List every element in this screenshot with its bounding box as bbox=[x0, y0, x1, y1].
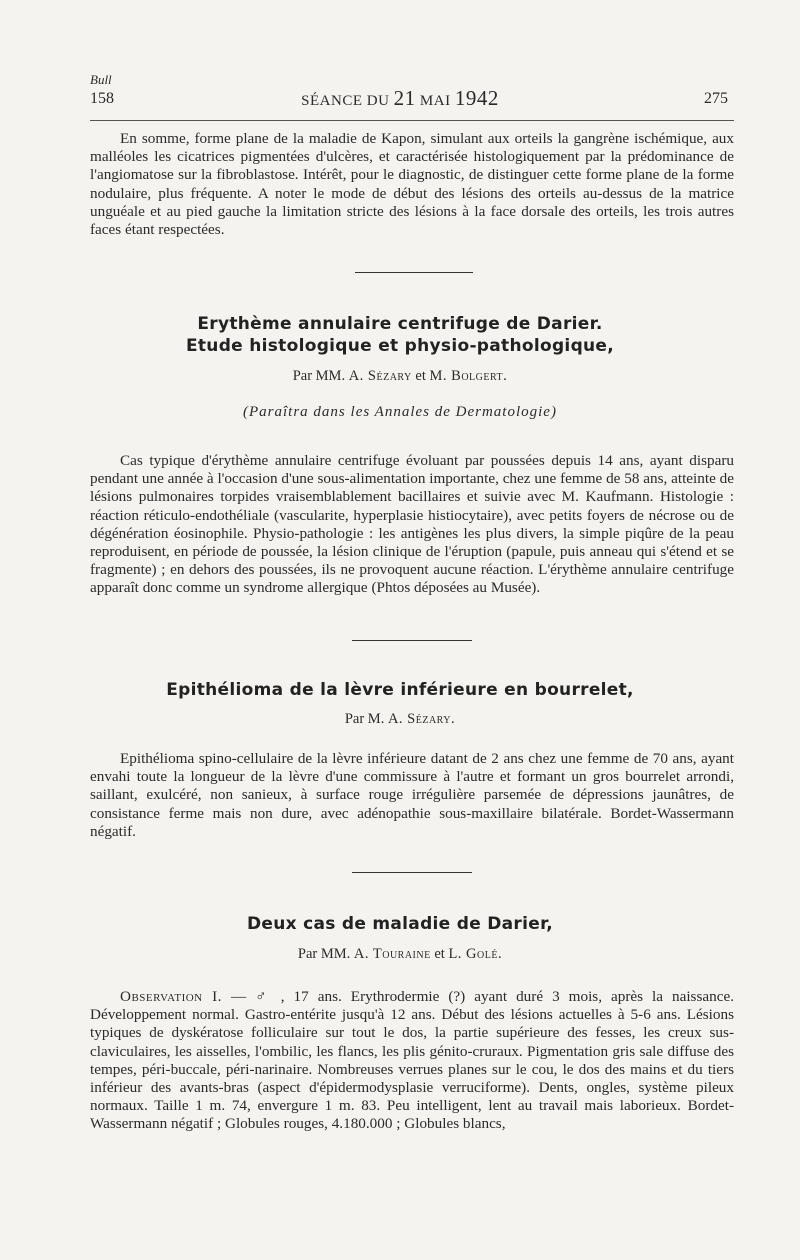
author-name: A. Sézary bbox=[348, 368, 412, 384]
section-divider bbox=[352, 872, 472, 873]
byline-join: et bbox=[415, 368, 426, 384]
section3-body bbox=[90, 988, 734, 1134]
header-day: 21 bbox=[393, 86, 416, 110]
byline-prefix: Par MM. bbox=[297, 946, 351, 962]
running-header bbox=[0, 86, 800, 111]
section3-title: Deux cas de maladie de Darier, bbox=[246, 914, 554, 934]
section2-byline bbox=[0, 711, 800, 728]
section2-title: Epithélioma de la lèvre inférieure en bourrelet, bbox=[166, 680, 634, 700]
author-name: A. Sézary. bbox=[387, 711, 456, 727]
section1-title-line2: Etude histologique et physio-pathologique, bbox=[185, 336, 615, 356]
section-divider bbox=[352, 640, 472, 641]
byline-prefix: Par MM. bbox=[292, 368, 346, 384]
section3-byline bbox=[0, 946, 800, 963]
byline-prefix: Par M. bbox=[344, 711, 385, 727]
observation-text: — ♂ , 17 ans. Erythrodermie (?) ayant duré 3 mois, après la naissance. Développement normal. Gastro-entérite jusqu'à 12 ans. Début des lésions actuelles à 5-6 ans. Lésions typiques de dyskératose folliculaire sur tout le dos, la partie supérieure des fesses, les creux sus-claviculaires, les aisselles, l'ombilic, les flancs, les plis génito-cruraux. Pigmentation gris sale diffuse des tempes, péri-buccale, péri-narinaire. Nombreuses verrues planes sur le cou, le dos des mains et du tiers inférieur des avants-bras (aspect d'épidermodysplasie verruciforme). Dents, ongles, système pileux normaux. Taille 1 m. 74, envergure 1 m. 83. Peu intelligent, lent au travail mais laborieux. Bordet-Wassermann négatif ; Globules rouges, 4.180.000 ; Globules blancs, bbox=[90, 988, 734, 1133]
section1-body: Cas typique d'érythème annulaire centrifuge évoluant par poussées depuis 14 ans, ayant disparu pendant une année à l'occasion d'une sous-alimentation importante, chez une femme de 58 ans, atteinte de lésions pulmonaires torpides vraisemblablement bacillaires et suivie avec M. Kaufmann. Histologie : réaction réticulo-endothéliale (vascularite, hyperplasie histiocytaire), avec petits foyers de nécrose ou de dégénération éosinophile. Physio-pathologie : les antigènes les plus divers, la simple piqûre de la peau reproduisent, en période de poussée, la lésion clinique de l'éruption (papule, puis anneau qui s'étend et se fragmente) ; en dehors des poussées, ils ne provoquent aucune réaction. L'érythème annulaire centrifuge apparaît donc comme un syndrome allergique (Phtos déposées au Musée). bbox=[90, 452, 734, 597]
author-name: M. Bolgert. bbox=[429, 368, 508, 384]
observation-label: Observation I. bbox=[120, 988, 222, 1005]
section1-publication-note: (Paraîtra dans les Annales de Dermatologie) bbox=[243, 404, 557, 420]
bull-annotation: Bull bbox=[90, 72, 112, 87]
header-prefix: SÉANCE DU bbox=[301, 93, 390, 109]
section2-body: Epithélioma spino-cellulaire de la lèvre inférieure datant de 2 ans chez une femme de 70 ans, ayant envahi toute la longueur de la lèvre d'une commissure à l'autre et formant un gros bourrelet arrondi, saillant, exulcéré, non sanieux, à surface rouge irrégulière parsemée de dépressions jaunâtres, de consistance ferme mais non dure, avec adénopathie sous-maxillaire bilatérale. Bordet-Wassermann négatif. bbox=[90, 750, 734, 840]
section1-title-line1: Erythème annulaire centrifuge de Darier. bbox=[197, 314, 603, 334]
section-divider bbox=[355, 272, 473, 273]
section1-byline bbox=[0, 368, 800, 385]
byline-join: et bbox=[434, 946, 445, 962]
header-month: MAI bbox=[419, 93, 451, 109]
left-page-number: 158 bbox=[90, 90, 114, 107]
right-page-number: 275 bbox=[704, 90, 728, 107]
author-name: L. Golé. bbox=[448, 946, 503, 962]
author-name: A. Touraine bbox=[353, 946, 431, 962]
header-year: 1942 bbox=[454, 86, 499, 110]
intro-paragraph: En somme, forme plane de la maladie de Kapon, simulant aux orteils la gangrène ischémique, aux malléoles les cicatrices pigmentées d'ulcères, et caractérisée histologiquement par la prédominance de l'angiomatose sur la fibroblastose. Intérêt, pour le diagnostic, de distinguer cette forme plane de la forme nodulaire, plus fréquente. A noter le mode de début des lésions des orteils au-dessus de la matrice unguéale et au pied gauche la limitation stricte des lésions à la face dorsale des orteils, les trois autres faces étant respectées. bbox=[90, 130, 734, 239]
header-rule bbox=[90, 120, 734, 121]
